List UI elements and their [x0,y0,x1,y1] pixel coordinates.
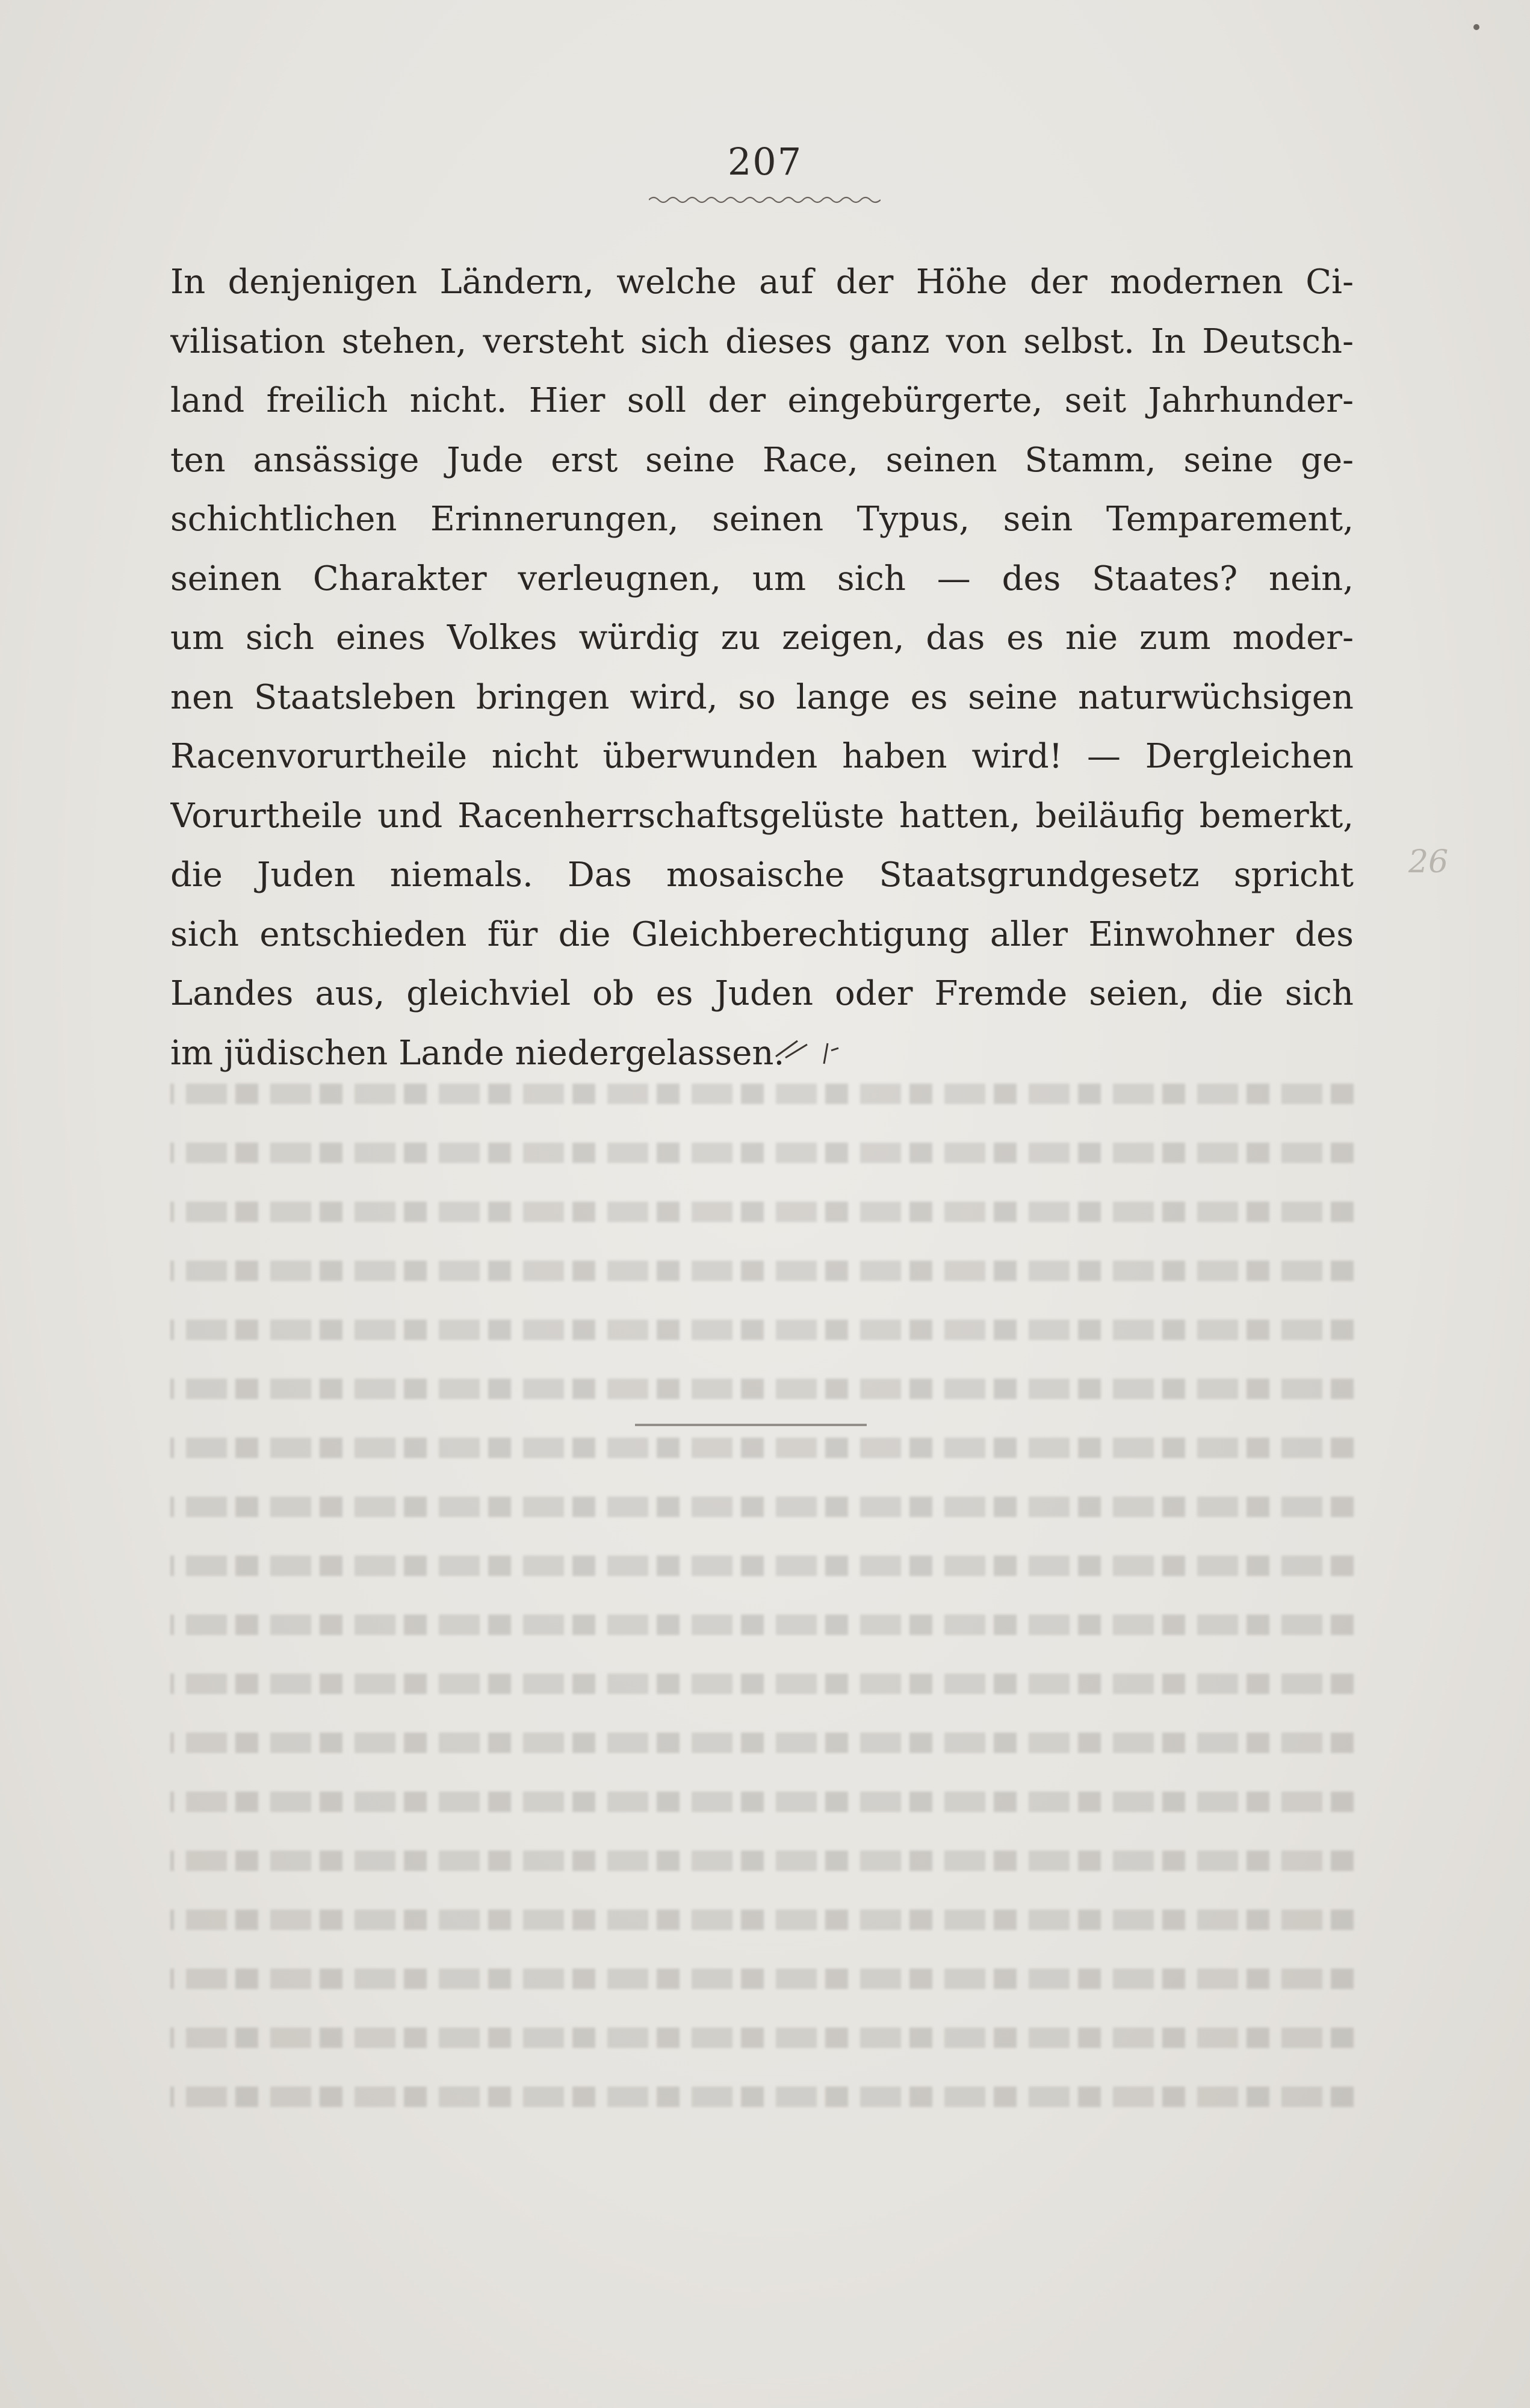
text-line: Landes aus, gleichviel ob es Juden oder Fremde seien, die sich [170,974,1354,1013]
margin-note: 26 [1408,844,1449,880]
body-text [170,253,1354,1083]
text-line: seinen Charakter verleugnen, um sich — des Staates? nein, [170,559,1354,598]
text-line: schichtlichen Erinnerungen, seinen Typus, sein Temparement, [170,500,1354,539]
text-line: nen Staatsleben bringen wird, so lange es seine naturwüchsigen [170,677,1354,717]
text-line: ten ansässige Jude erst seine Race, seinen Stamm, seine ge- [170,440,1354,480]
text-line: im jüdischen Lande niedergelassen. [170,1033,785,1073]
section-rule [635,1424,867,1426]
text-line: um sich eines Volkes würdig zu zeigen, das es nie zum moder- [170,618,1354,657]
ink-speck [1473,24,1479,30]
text-line: sich entschieden für die Gleichberechtigung aller Einwohner des [170,914,1354,954]
page-number: 207 [727,140,803,184]
text-line: die Juden niemals. Das mosaische Staatsgrundgesetz spricht [170,855,1354,895]
show-through-text [170,1060,1354,2155]
text-line: In denjenigen Ländern, welche auf der Höhe der modernen Ci- [170,262,1354,302]
ornament-divider-icon [649,193,881,207]
text-line: Racenvorurtheile nicht überwunden haben wird! — Dergleichen [170,737,1354,776]
text-line: land freilich nicht. Hier soll der eingebürgerte, seit Jahrhunder- [170,381,1354,420]
text-line: vilisation stehen, versteht sich dieses ganz von selbst. In Deutsch- [170,321,1354,361]
text-line: Vorurtheile und Racenherrschaftsgelüste hatten, beiläufig bemerkt, [170,796,1354,836]
